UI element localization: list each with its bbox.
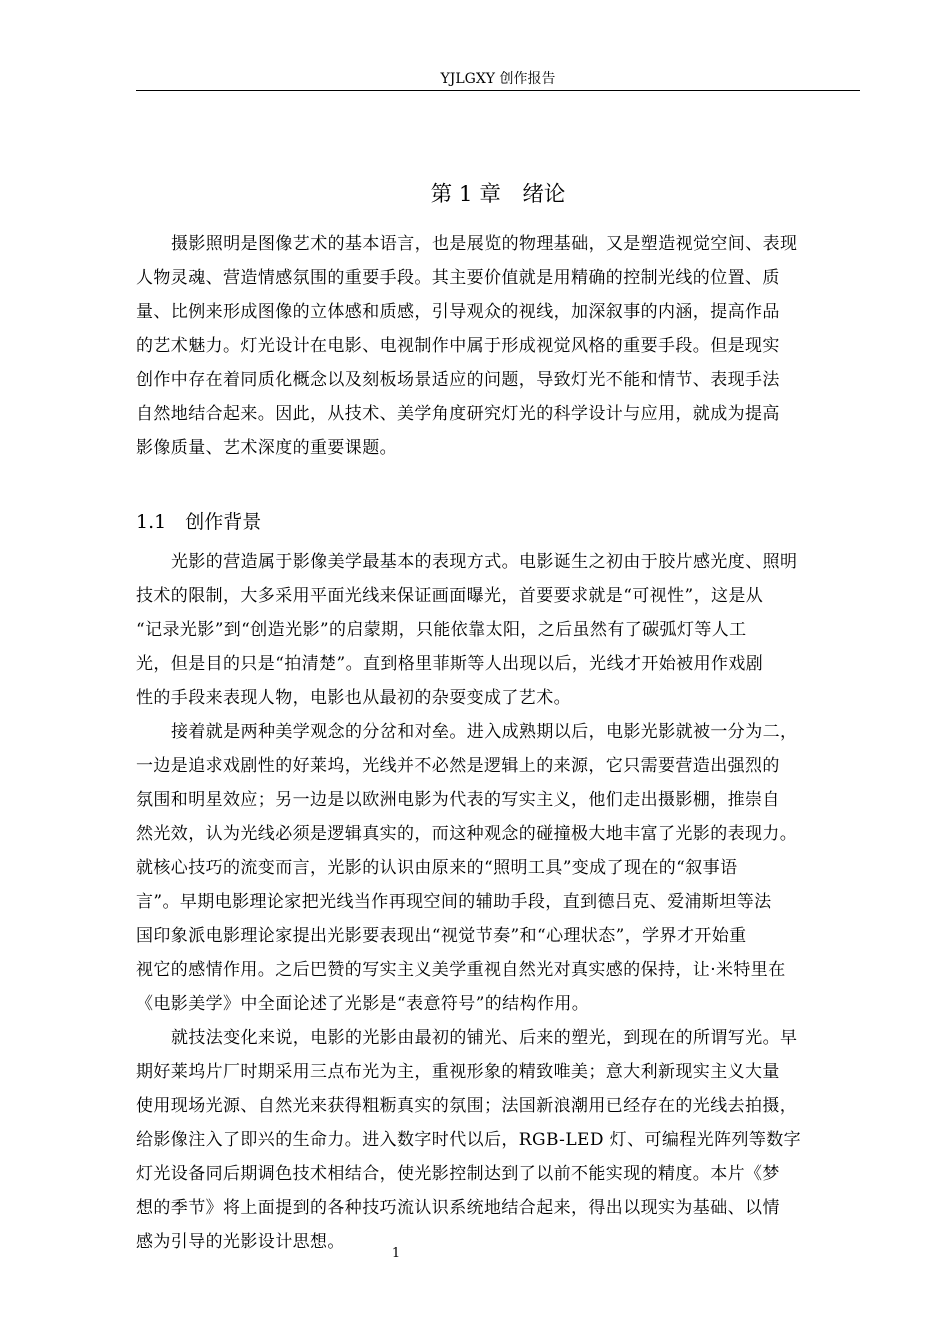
text-line: “记录光影”到“创造光影”的启蒙期，只能依靠太阳，之后虽然有了碳弧灯等人工 (136, 620, 747, 640)
text-line: 的艺术魅力。灯光设计在电影、电视制作中属于形成视觉风格的重要手段。但是现实 (136, 336, 780, 356)
text-line: 视它的感情作用。之后巴赞的写实主义美学重视自然光对真实感的保持，让·米特里在 (136, 960, 786, 980)
text-line: 使用现场光源、自然光来获得粗粝真实的氛围；法国新浪潮用已经存在的光线去拍摄， (136, 1096, 798, 1116)
chapter-title: 第 1 章 绪论 (430, 182, 566, 207)
text-line: 一边是追求戏剧性的好莱坞，光线并不必然是逻辑上的来源，它只需要营造出强烈的 (136, 756, 780, 776)
text-line: 摄影照明是图像艺术的基本语言，也是展览的物理基础，又是塑造视觉空间、表现 (171, 234, 798, 254)
text-line: 就技法变化来说，电影的光影由最初的铺光、后来的塑光，到现在的所谓写光。早 (171, 1028, 798, 1048)
text-line: 然光效，认为光线必须是逻辑真实的，而这种观念的碰撞极大地丰富了光影的表现力。 (136, 824, 798, 844)
text-line: 创作中存在着同质化概念以及刻板场景适应的问题，导致灯光不能和情节、表现手法 (136, 370, 780, 390)
text-line: 人物灵魂、营造情感氛围的重要手段。其主要价值就是用精确的控制光线的位置、质 (136, 268, 780, 288)
text-line: 就核心技巧的流变而言，光影的认识由原来的“照明工具”变成了现在的“叙事语 (136, 858, 738, 878)
text-line: 氛围和明星效应；另一边是以欧洲电影为代表的写实主义，他们走出摄影棚，推崇自 (136, 790, 780, 810)
text-line: 《电影美学》中全面论述了光影是“表意符号”的结构作用。 (136, 994, 590, 1014)
text-line: 期好莱坞片厂时期采用三点布光为主，重视形象的精致唯美；意大利新现实主义大量 (136, 1062, 780, 1082)
text-line: 国印象派电影理论家提出光影要表现出“视觉节奏”和“心理状态”，学界才开始重 (136, 926, 747, 946)
text-line: 言”。早期电影理论家把光线当作再现空间的辅助手段，直到德吕克、爱浦斯坦等法 (136, 892, 772, 912)
intro-paragraph (136, 227, 860, 465)
text-line: 感为引导的光影设计思想。 (136, 1232, 345, 1252)
header-rule (136, 90, 860, 91)
text-line: 性的手段来表现人物，电影也从最初的杂耍变成了艺术。 (136, 688, 571, 708)
page-header: YJLGXY 创作报告 (440, 71, 556, 87)
text-line: 给影像注入了即兴的生命力。进入数字时代以后，RGB-LED 灯、可编程光阵列等数字 (136, 1130, 802, 1150)
text-line: 灯光设备同后期调色技术相结合，使光影控制达到了以前不能实现的精度。本片《梦 (136, 1164, 780, 1184)
text-line: 自然地结合起来。因此，从技术、美学角度研究灯光的科学设计与应用，就成为提高 (136, 404, 780, 424)
text-line: 影像质量、艺术深度的重要课题。 (136, 438, 397, 458)
text-line: 技术的限制，大多采用平面光线来保证画面曝光，首要要求就是“可视性”，这是从 (136, 586, 764, 606)
body-text (136, 545, 860, 1259)
text-line: 量、比例来形成图像的立体感和质感，引导观众的视线，加深叙事的内涵，提高作品 (136, 302, 780, 322)
text-line: 想的季节》将上面提到的各种技巧流认识系统地结合起来，得出以现实为基础、以情 (136, 1198, 780, 1218)
page-number: 1 (391, 1246, 401, 1261)
text-line: 光影的营造属于影像美学最基本的表现方式。电影诞生之初由于胶片感光度、照明 (171, 552, 798, 572)
text-line: 接着就是两种美学观念的分岔和对垒。进入成熟期以后，电影光影就被一分为二， (171, 722, 798, 742)
text-line: 光，但是目的只是“拍清楚”。直到格里菲斯等人出现以后，光线才开始被用作戏剧 (136, 654, 764, 674)
section-title: 1.1 创作背景 (136, 511, 262, 533)
